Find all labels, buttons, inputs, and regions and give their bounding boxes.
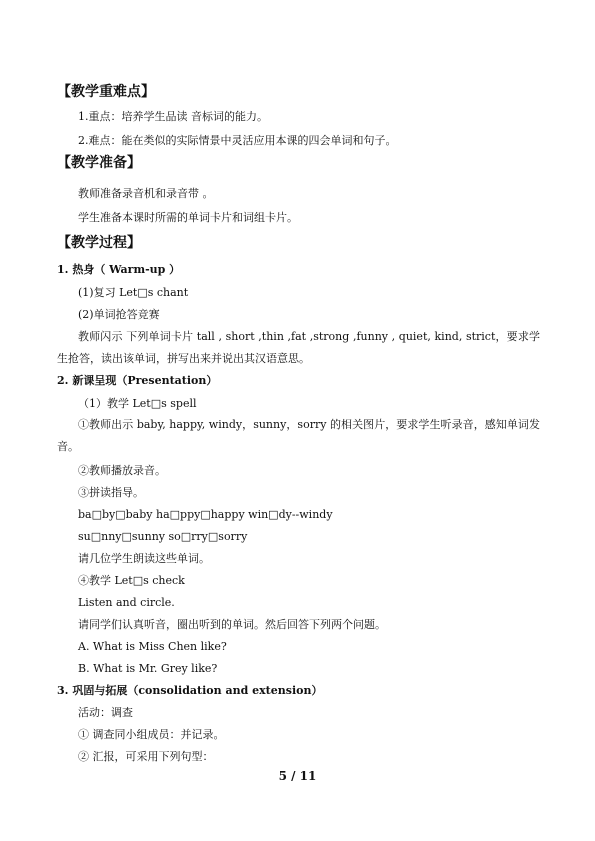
section-title-preparation: 【教学准备】 (57, 155, 141, 171)
presentation-item: 请几位学生朗读这些单词。 (78, 552, 210, 565)
presentation-item: ③拼读指导。 (78, 486, 144, 499)
presentation-item: ba□by□baby ha□ppy□happy win□dy--windy (78, 508, 333, 521)
section-title-process: 【教学过程】 (57, 235, 141, 251)
key-point-item: 2.难点：能在类似的实际情景中灵活应用本课的四会单词和句子。 (78, 134, 397, 147)
consolidation-item: ② 汇报，可采用下列句型： (78, 750, 214, 763)
warmup-item: (1)复习 Let□s chant (78, 286, 189, 299)
presentation-paragraph: ①教师出示 baby, happy, windy，sunny，sorry 的相关图片，要求学生听录音，感知单词发音。 (57, 418, 540, 453)
presentation-heading: 2. 新课呈现（Presentation） (57, 374, 218, 387)
presentation-item: B. What is Mr. Grey like? (78, 662, 218, 675)
presentation-item: 请同学们认真听音，圈出听到的单词。然后回答下列两个问题。 (78, 618, 386, 631)
key-point-item: 1.重点：培养学生品读 音标词的能力。 (78, 110, 268, 123)
section-title-key-points: 【教学重难点】 (57, 84, 155, 100)
consolidation-item: ① 调查同小组成员：并记录。 (78, 728, 225, 741)
consolidation-heading: 3. 巩固与拓展（consolidation and extension） (57, 684, 323, 697)
warmup-heading: 1. 热身（ Warm-up ） (57, 263, 181, 276)
presentation-item: A. What is Miss Chen like? (78, 640, 227, 653)
warmup-item: (2)单词抢答竞赛 (78, 308, 160, 321)
page-number: 5 / 11 (278, 769, 317, 783)
preparation-item: 学生准备本课时所需的单词卡片和词组卡片。 (78, 211, 298, 224)
consolidation-item: 活动：调查 (78, 706, 133, 719)
preparation-item: 教师准备录音机和录音带 。 (78, 187, 214, 200)
warmup-paragraph: 教师闪示 下列单词卡片 tall , short ,thin ,fat ,strong ,funny , quiet, kind, strict，要求学生抢答，读出该单词，拼写出来并说出其汉语意思。 (57, 330, 540, 365)
presentation-item: ②教师播放录音。 (78, 464, 166, 477)
presentation-sub: （1）教学 Let□s spell (78, 397, 197, 410)
presentation-item: ④教学 Let□s check (78, 574, 185, 587)
presentation-item: su□nny□sunny so□rry□sorry (78, 530, 248, 543)
presentation-item: Listen and circle. (78, 596, 175, 609)
